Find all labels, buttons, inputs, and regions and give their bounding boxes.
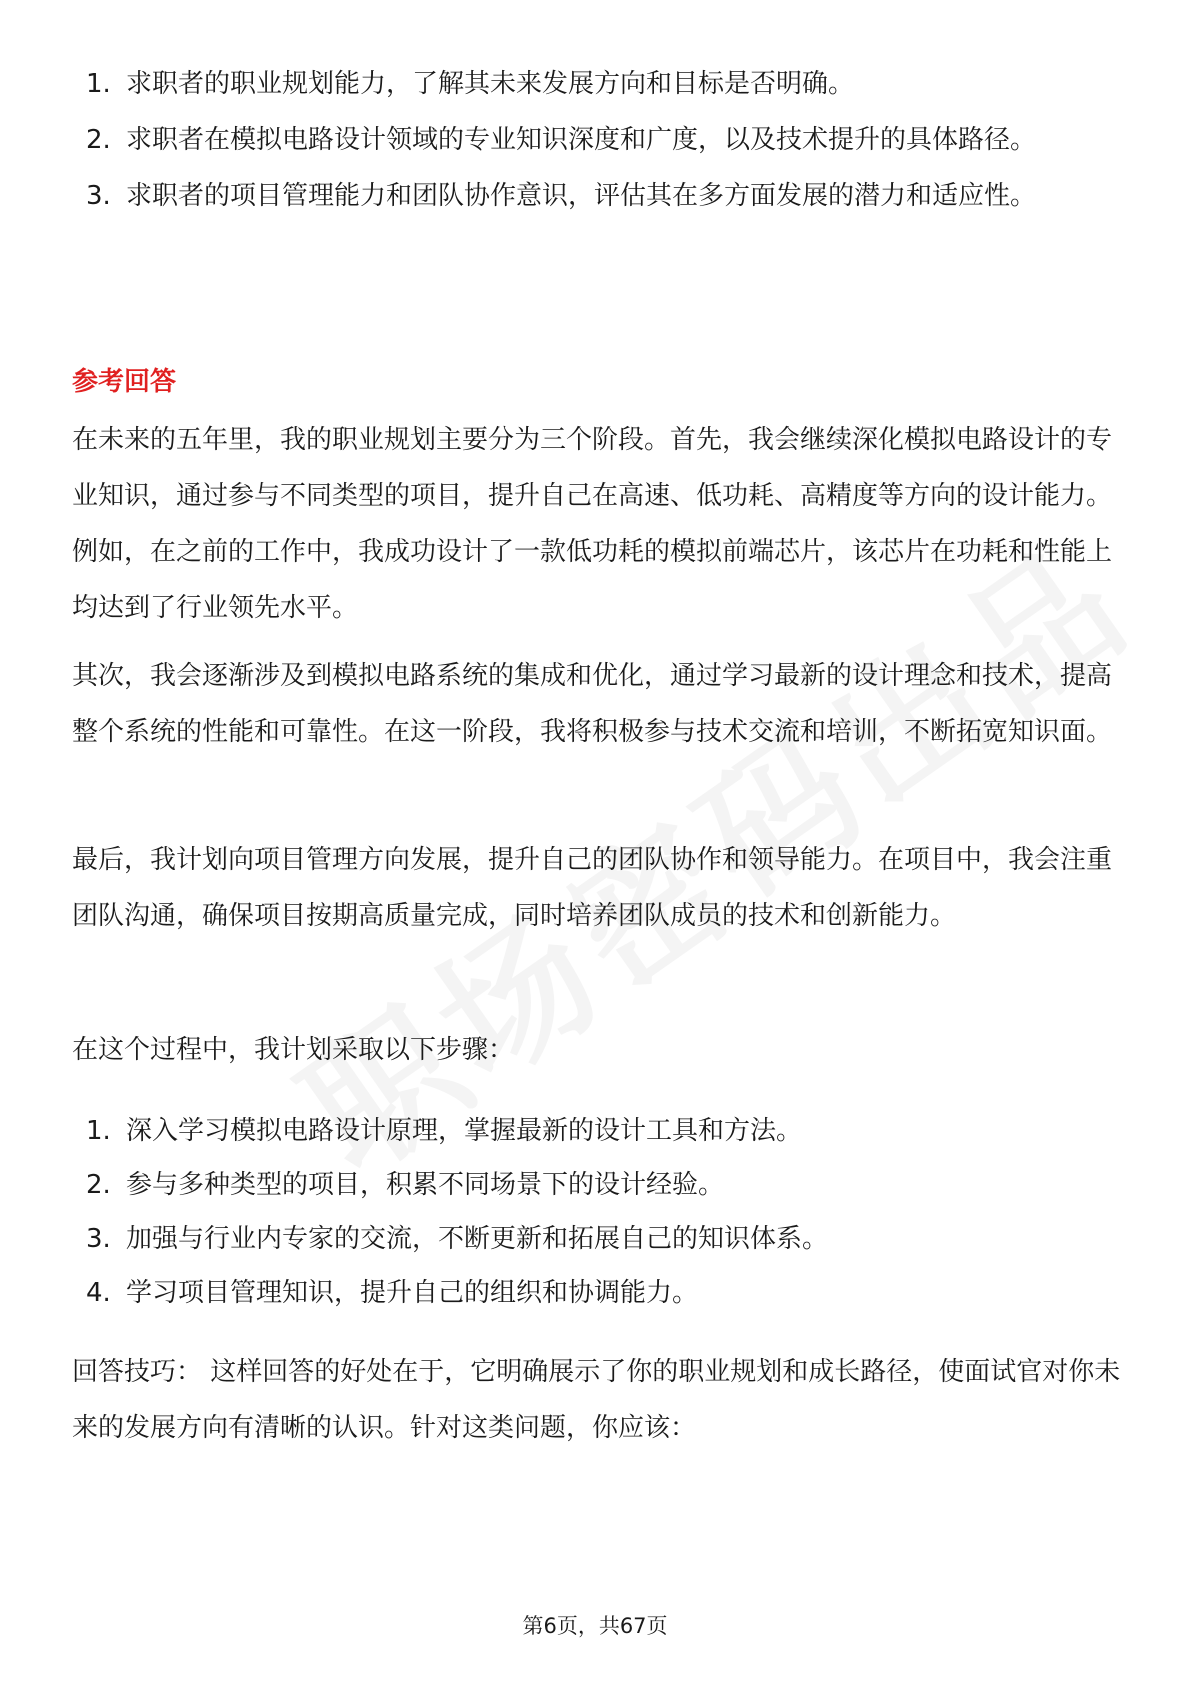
list-item-text: 深入学习模拟电路设计原理，掌握最新的设计工具和方法。: [126, 1116, 803, 1146]
list-item: [72, 168, 1122, 224]
list-item-text: 求职者的职业规划能力，了解其未来发展方向和目标是否明确。: [126, 69, 855, 99]
list-item-number: 3.: [86, 1224, 111, 1254]
answer-paragraph: 在未来的五年里，我的职业规划主要分为三个阶段。首先，我会继续深化模拟电路设计的专业知识，通过参与不同类型的项目，提升自己在高速、低功耗、高精度等方向的设计能力。例如，在之前的工作中，我成功设计了一款低功耗的模拟前端芯片，该芯片在功耗和性能上均达到了行业领先水平。: [72, 425, 1113, 623]
page-number-footer: 第6页，共67页: [522, 1614, 668, 1638]
list-item-text: 求职者在模拟电路设计领域的专业知识深度和广度，以及技术提升的具体路径。: [126, 125, 1037, 155]
list-item-number: 3.: [86, 181, 111, 211]
list-item-number: 2.: [86, 125, 111, 155]
list-item-text: 加强与行业内专家的交流，不断更新和拓展自己的知识体系。: [126, 1224, 829, 1254]
answer-paragraph: 在这个过程中，我计划采取以下步骤：: [72, 1035, 515, 1065]
list-item: [72, 1158, 1122, 1212]
list-item-text: 求职者的项目管理能力和团队协作意识，评估其在多方面发展的潜力和适应性。: [126, 181, 1037, 211]
list-item-number: 4.: [86, 1278, 111, 1308]
list-item: [72, 56, 1122, 112]
list-item-text: 参与多种类型的项目，积累不同场景下的设计经验。: [126, 1170, 725, 1200]
evaluation-points-list: [72, 56, 1122, 224]
list-item: [72, 1104, 1122, 1158]
answer-paragraph: 最后，我计划向项目管理方向发展，提升自己的团队协作和领导能力。在项目中，我会注重团队沟通，确保项目按期高质量完成，同时培养团队成员的技术和创新能力。: [72, 845, 1113, 931]
answer-paragraph: 其次，我会逐渐涉及到模拟电路系统的集成和优化，通过学习最新的设计理念和技术，提高整个系统的性能和可靠性。在这一阶段，我将积极参与技术交流和培训，不断拓宽知识面。: [72, 661, 1113, 747]
list-item-text: 学习项目管理知识，提升自己的组织和协调能力。: [126, 1278, 699, 1308]
steps-list: [72, 1104, 1122, 1320]
list-item: [72, 112, 1122, 168]
list-item-number: 1.: [86, 69, 111, 99]
list-item: [72, 1266, 1122, 1320]
reference-answer-heading: 参考回答: [72, 367, 177, 397]
list-item-number: 2.: [86, 1170, 111, 1200]
list-item-number: 1.: [86, 1116, 111, 1146]
answer-tips-paragraph: 回答技巧： 这样回答的好处在于，它明确展示了你的职业规划和成长路径，使面试官对你未来的发展方向有清晰的认识。针对这类问题，你应该：: [72, 1357, 1121, 1443]
list-item: [72, 1212, 1122, 1266]
